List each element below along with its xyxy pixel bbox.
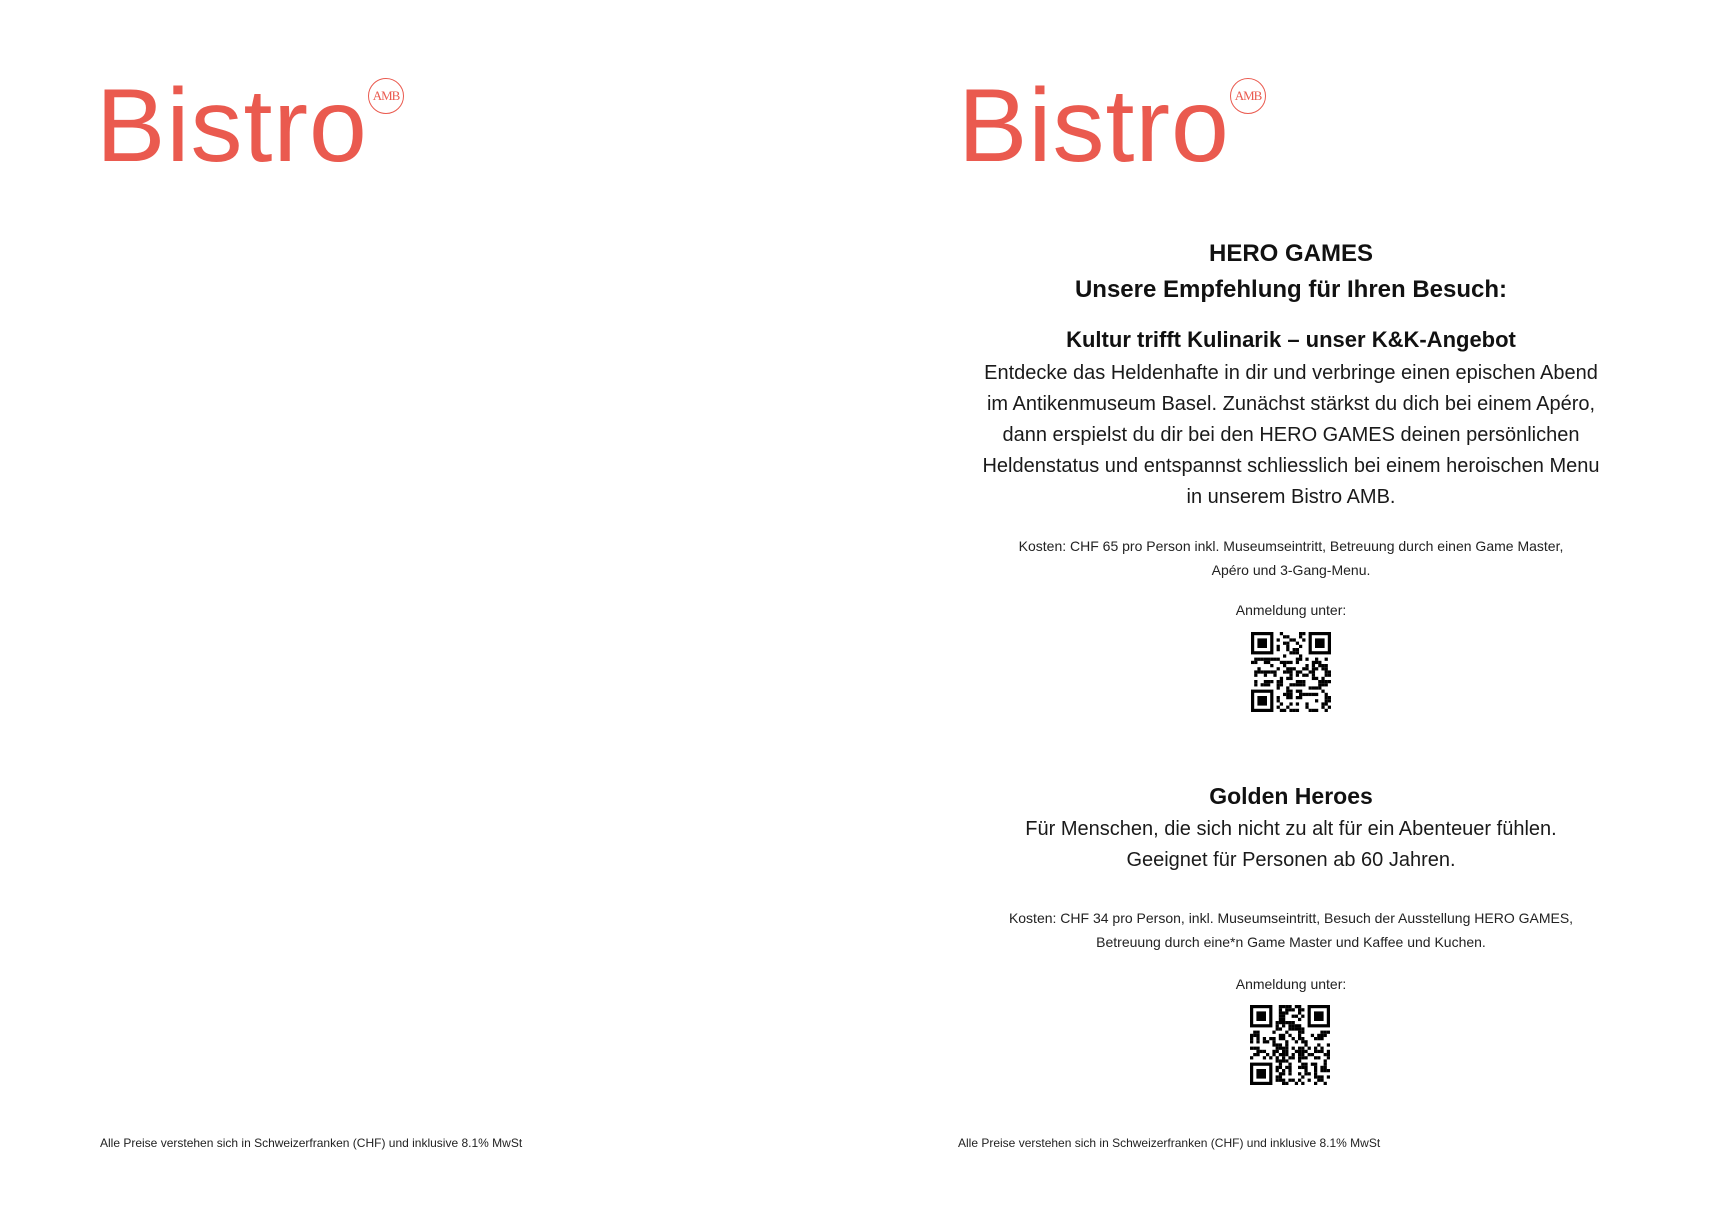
logo-badge: AMB [1230,78,1266,114]
offer1-cost-line: Apéro und 3-Gang-Menu. [1211,562,1371,578]
offer1-body-line: Heldenstatus und entspannst schliesslich bei einem heroischen Menu [982,455,1600,477]
offer2-body [958,814,1624,876]
logo-wordmark: Bistro [96,68,368,184]
offer1-heading: Kultur trifft Kulinarik – unser K&K-Angebot [1066,327,1516,352]
offer2-cost-line: Kosten: CHF 34 pro Person, inkl. Museumseintritt, Besuch der Ausstellung HERO GAMES, [1008,910,1574,926]
right-page [862,0,1723,1218]
offer1-body-line: dann erspielst du dir bei den HERO GAMES deinen persönlichen [1002,424,1580,446]
offer1-body-line: in unserem Bistro AMB. [1186,486,1396,508]
offer2-cost [958,906,1624,954]
offer1-body-line: im Antikenmuseum Basel. Zunächst stärkst du dich bei einem Apéro, [986,393,1596,415]
offer1-body-line: Entdecke das Heldenhafte in dir und verbringe einen epischen Abend [984,362,1598,384]
offer2-heading: Golden Heroes [1209,783,1373,809]
title-line-2: Unsere Empfehlung für Ihren Besuch: [1074,276,1508,303]
offer2-body-line: Geeignet für Personen ab 60 Jahren. [1126,849,1456,871]
page-title [958,236,1624,308]
offer1-qr-code[interactable] [1251,632,1331,712]
logo-wordmark: Bistro [958,68,1230,184]
offer2-qr-code[interactable] [1250,1005,1330,1085]
offer1-cost [958,534,1624,582]
offer2-body-line: Für Menschen, die sich nicht zu alt für ein Abenteuer fühlen. [1025,818,1557,840]
price-footnote: Alle Preise verstehen sich in Schweizerfranken (CHF) und inklusive 8.1% MwSt [958,1136,1381,1150]
offer1-body [958,358,1624,513]
logo-badge: AMB [368,78,404,114]
offer2-cost-line: Betreuung durch eine*n Game Master und Kaffee und Kuchen. [1096,934,1486,950]
offer2-registration-label: Anmeldung unter: [1235,976,1347,992]
price-footnote: Alle Preise verstehen sich in Schweizerfranken (CHF) und inklusive 8.1% MwSt [100,1136,523,1150]
offers-content [958,0,1624,1218]
offer1-cost-line: Kosten: CHF 65 pro Person inkl. Museumseintritt, Betreuung durch einen Game Master, [1018,538,1564,554]
title-line-1: HERO GAMES [1208,240,1373,267]
left-page [0,0,861,1218]
offer1-registration-label: Anmeldung unter: [1235,602,1347,618]
